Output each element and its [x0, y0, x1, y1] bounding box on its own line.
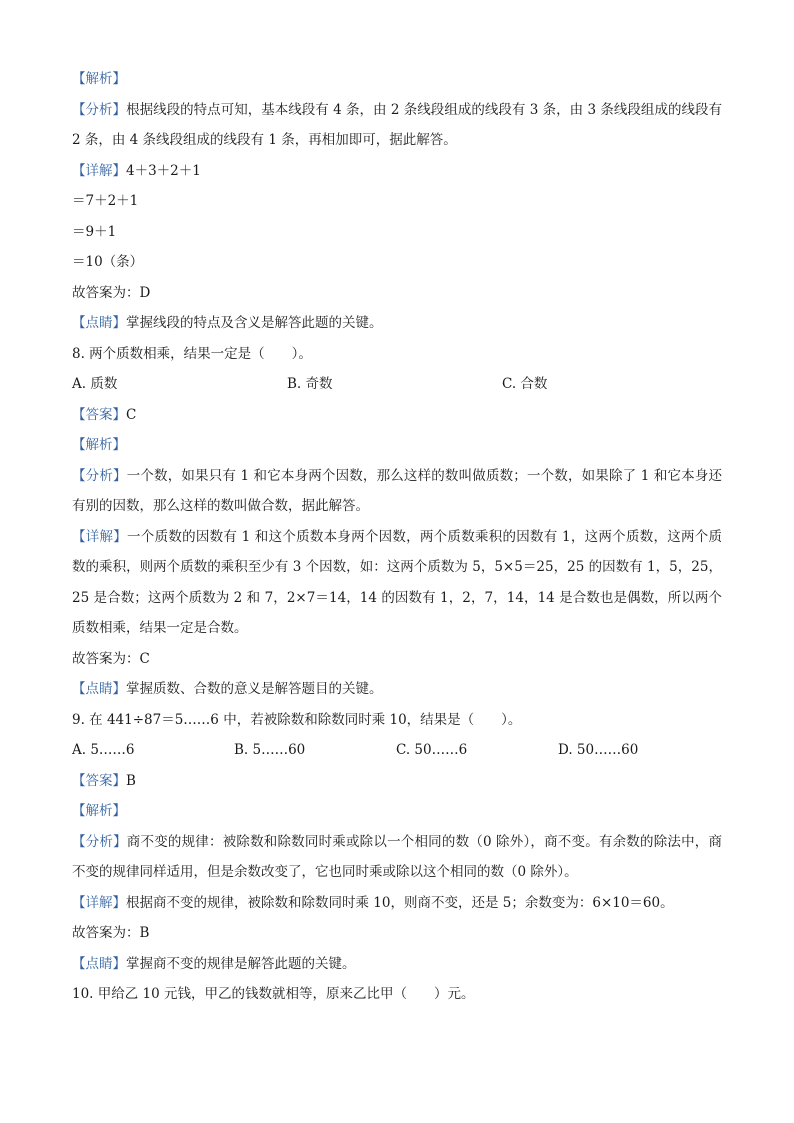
q8-answer-tag: 【答案】 — [72, 406, 126, 423]
q8-option-b: B. 奇数 — [287, 376, 333, 392]
q9-dianjing-text: 掌握商不变的规律是解答此题的关键。 — [126, 955, 356, 972]
q8-stem: 8. 两个质数相乘，结果一定是（ ）。 — [72, 345, 312, 362]
q9-answer — [72, 766, 722, 797]
q9-option-c: C. 50……6 — [396, 742, 468, 758]
q8-detail-text: 一个质数的因数有 1 和这个质数本身两个因数，两个质数乘积的因数有 1，这两个质数，这两个质数的乘积，则两个质数的乘积至少有 3 个因数，如：这两个质数为 5，5×5＝25，25 的因数有 1，5，25，25 是合数；这两个质数为 2 和 7，2×7＝14，14 的因数有 1，2，7，14，14 是合数也是偶数，所以两个质数相乘，结果一定是合数。 — [72, 528, 722, 636]
q10-stem: 10. 甲给乙 10 元钱，甲乙的钱数就相等，原来乙比甲（ ）元。 — [72, 986, 475, 1002]
q9-conclusion: 故答案为：B — [72, 925, 150, 941]
q7-fenxi-text: 根据线段的特点可知，基本线段有 4 条，由 2 条线段组成的线段有 3 条，由 3 条线段组成的线段有 2 条，由 4 条线段组成的线段有 1 条，再相加即可，据此解答。 — [72, 101, 723, 148]
q7-detail-line-3: ＝9＋1 — [72, 223, 117, 240]
q8-answer-value: C — [126, 406, 137, 423]
q7-dianjing-tag: 【点睛】 — [72, 315, 126, 331]
q9-dianjing-tag: 【点睛】 — [72, 955, 126, 972]
q8-answer — [72, 400, 722, 431]
q9-fenxi — [72, 827, 722, 888]
q7-analysis-heading: 【解析】 — [72, 71, 126, 87]
q9-answer-tag: 【答案】 — [72, 772, 126, 789]
q7-conclusion: 故答案为：D — [72, 284, 151, 301]
q7-detail-line-4: ＝10（条） — [72, 254, 144, 270]
q9-detail-text: 根据商不变的规律，被除数和除数同时乘 10，则商不变，还是 5；余数变为：6×10＝60。 — [126, 894, 674, 911]
q9-stem: 9. 在 441÷87＝5……6 中，若被除数和除数同时乘 10，结果是（ ）。 — [72, 711, 522, 728]
q8-analysis-heading: 【解析】 — [72, 437, 126, 453]
q9-dianjing — [72, 949, 722, 980]
q8-detail-tag: 【详解】 — [72, 528, 128, 545]
q7-dianjing — [72, 308, 722, 339]
q7-detail-line-1: 4＋3＋2＋1 — [126, 162, 201, 179]
q8-option-c: C. 合数 — [502, 376, 548, 392]
q9-detail-tag: 【详解】 — [72, 894, 126, 911]
q9-option-d: D. 50……60 — [558, 742, 639, 758]
q8-dianjing-tag: 【点睛】 — [72, 681, 126, 697]
q7-detail-tag: 【详解】 — [72, 162, 126, 179]
q7-dianjing-text: 掌握线段的特点及含义是解答此题的关键。 — [126, 315, 383, 331]
q7-detail-line-2: ＝7＋2＋1 — [72, 193, 139, 209]
q7-fenxi — [72, 95, 722, 156]
q8-dianjing-text: 掌握质数、合数的意义是解答题目的关键。 — [126, 681, 383, 697]
q8-options — [72, 369, 722, 400]
q9-detail — [72, 888, 722, 919]
q7-detail — [72, 156, 722, 187]
q8-fenxi-tag: 【分析】 — [72, 467, 127, 484]
q8-fenxi — [72, 461, 722, 522]
q8-dianjing — [72, 674, 722, 705]
q8-option-a: A. 质数 — [72, 376, 118, 392]
q9-fenxi-text: 商不变的规律：被除数和除数同时乘或除以一个相同的数（0 除外），商不变。有余数的除法中，商不变的规律同样适用，但是余数改变了，它也同时乘或除以这个相同的数（0 除外）。 — [72, 833, 722, 880]
q9-option-a: A. 5……6 — [72, 742, 135, 758]
q9-options — [72, 735, 722, 766]
q9-option-b: B. 5……60 — [234, 742, 306, 758]
q9-answer-value: B — [126, 772, 136, 789]
q8-conclusion: 故答案为：C — [72, 650, 150, 667]
q8-fenxi-text: 一个数，如果只有 1 和它本身两个因数，那么这样的数叫做质数；一个数，如果除了 1 和它本身还有别的因数，那么这样的数叫做合数，据此解答。 — [72, 467, 723, 514]
q9-fenxi-tag: 【分析】 — [72, 833, 127, 850]
document-page — [72, 64, 722, 1010]
q8-detail — [72, 522, 722, 644]
q9-analysis-heading: 【解析】 — [72, 803, 126, 819]
q7-fenxi-tag: 【分析】 — [72, 101, 127, 118]
